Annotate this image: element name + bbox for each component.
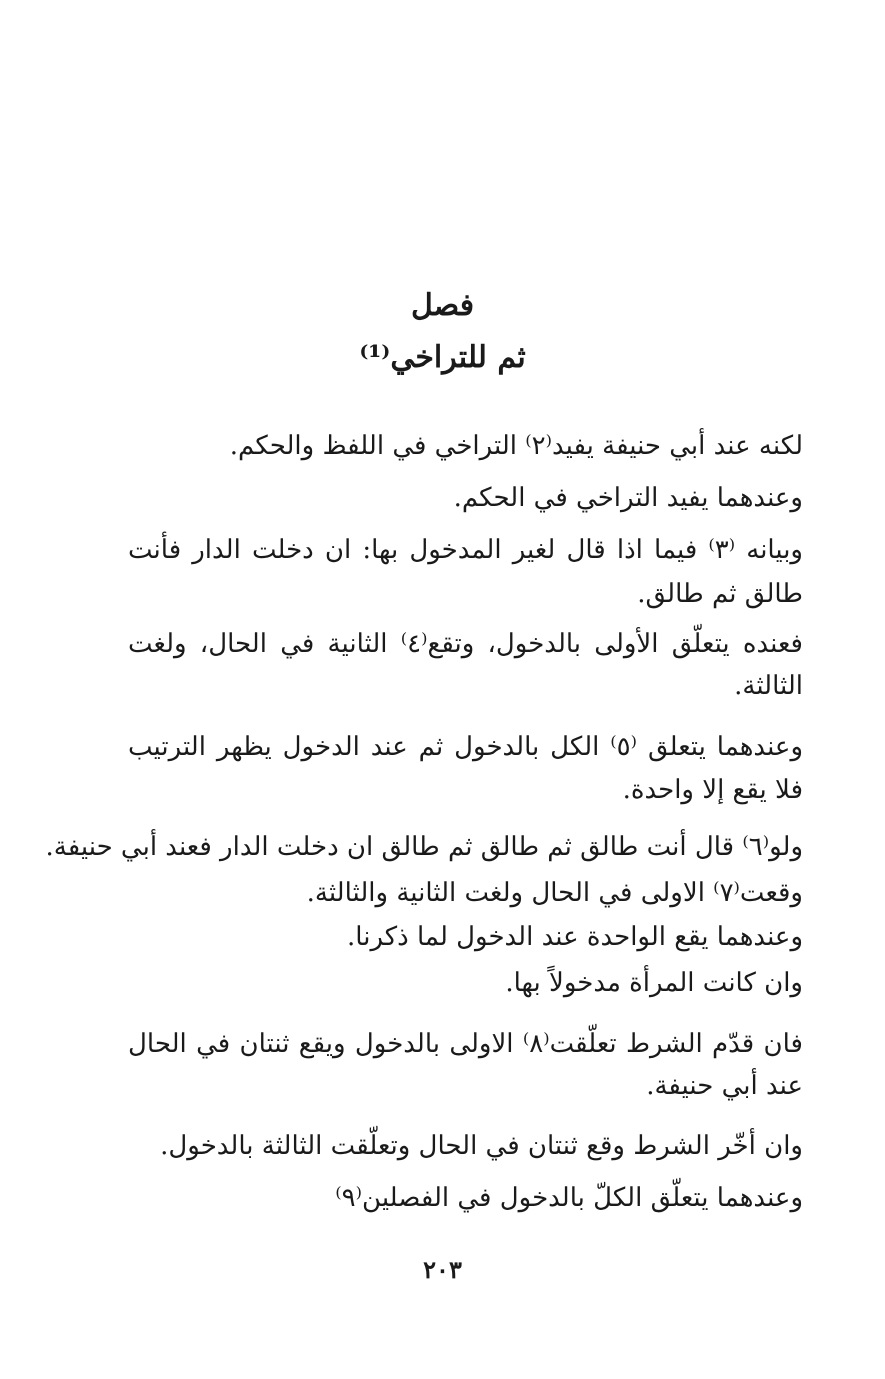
section-title: فصل: [410, 288, 475, 323]
text-line: وان أخّر الشرط وقع ثنتان في الحال وتعلّقت الثالثة بالدخول.: [160, 1131, 803, 1161]
text-line: فان قدّم الشرط تعلّقت⁽٨⁾ الاولى بالدخول ويقع ثنتان في الحال: [128, 1029, 803, 1059]
text-line: وان كانت المرأة مدخولاً بها.: [505, 968, 803, 998]
text-line: وعندهما يفيد التراخي في الحكم.: [453, 483, 803, 513]
text-line: فعنده يتعلّق الأولى بالدخول، وتقع⁽٤⁾ الثانية في الحال، ولغت: [128, 629, 803, 659]
text-line: وعندهما يقع الواحدة عند الدخول لما ذكرنا.: [347, 922, 803, 952]
page-number: ٢٠٣: [423, 1255, 462, 1284]
text-line: طالق ثم طالق.: [637, 579, 803, 609]
text-line: عند أبي حنيفة.: [646, 1071, 803, 1101]
text-line: وقعت⁽٧⁾ الاولى في الحال ولغت الثانية والثالثة.: [306, 878, 803, 908]
text-line: الثالثة.: [734, 671, 803, 701]
section-subtitle: ثم للتراخي⁽¹⁾: [359, 340, 526, 375]
text-line: وعندهما يتعلق ⁽٥⁾ الكل بالدخول ثم عند الدخول يظهر الترتيب: [128, 732, 803, 762]
text-line: وعندهما يتعلّق الكلّ بالدخول في الفصلين⁽٩⁾: [335, 1183, 803, 1213]
text-line: لكنه عند أبي حنيفة يفيد⁽٢⁾ التراخي في اللفظ والحكم.: [229, 431, 803, 461]
text-line: ولو⁽٦⁾ قال أنت طالق ثم طالق ثم طالق ان دخلت الدار فعند أبي حنيفة.: [45, 832, 803, 862]
text-line: وبيانه ⁽٣⁾ فيما اذا قال لغير المدخول بها: ان دخلت الدار فأنت: [128, 535, 803, 565]
text-line: فلا يقع إلا واحدة.: [622, 775, 803, 805]
